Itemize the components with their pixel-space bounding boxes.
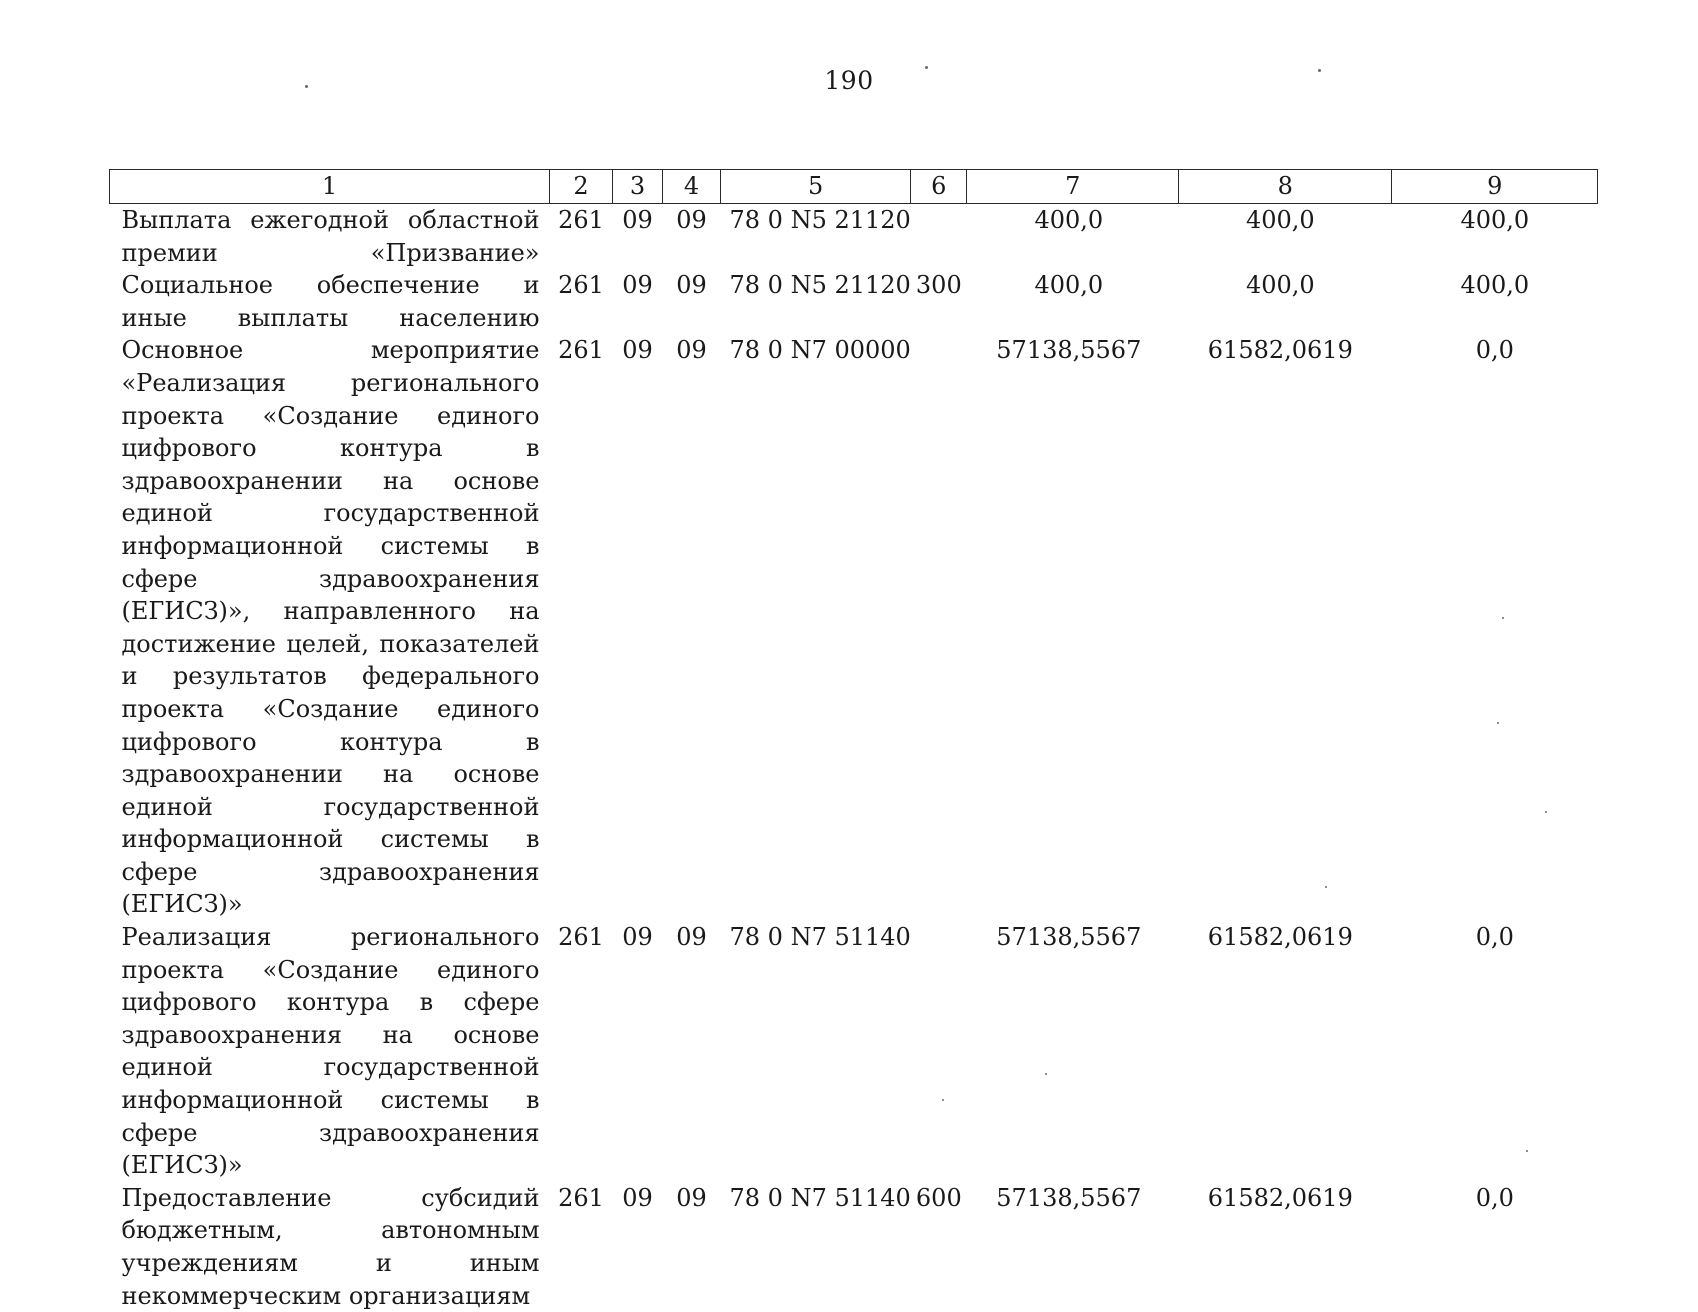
header-col-3: 3 (613, 170, 663, 204)
header-col-8: 8 (1179, 170, 1392, 204)
row-target-article: 78 0 N7 51140 (729, 1183, 911, 1212)
row-subsection-code: 09 (676, 1183, 707, 1212)
row-amount-year-3: 0,0 (1475, 336, 1514, 365)
row-amount-year-2: 400,0 (1245, 271, 1315, 300)
row-expense-type: 300 (915, 271, 962, 300)
row-amount-year-1: 400,0 (1034, 271, 1104, 300)
budget-table (109, 169, 1598, 1312)
row-ministry-code: 261 (558, 1183, 604, 1212)
header-col-4: 4 (663, 170, 721, 204)
page-number: 190 (824, 66, 874, 95)
row-amount-year-1: 57138,5567 (996, 1183, 1142, 1212)
row-amount-year-2: 61582,0619 (1207, 336, 1353, 365)
row-target-article: 78 0 N5 21120 (729, 206, 911, 234)
row-amount-year-3: 400,0 (1460, 271, 1530, 300)
row-amount-year-2: 400,0 (1245, 206, 1315, 234)
row-section-code: 09 (622, 206, 653, 234)
header-col-7: 7 (967, 170, 1179, 204)
row-expense-type: 600 (915, 1183, 962, 1212)
row-name: Выплата ежегодной областной премии «Призвание» (121, 206, 540, 267)
header-col-9: 9 (1392, 170, 1598, 204)
row-amount-year-1: 57138,5567 (996, 923, 1142, 952)
scan-speck (1526, 1150, 1528, 1152)
header-col-1: 1 (110, 170, 550, 204)
row-ministry-code: 261 (558, 336, 604, 365)
row-expense-type (911, 204, 967, 270)
row-ministry-code: 261 (558, 271, 604, 300)
row-name: Основное мероприятие «Реализация регионального проекта «Создание единого цифрового контура в здравоохранении на основе единой государственной информационной системы в сфере здравоохранения (ЕГИСЗ)», направленного на достижение целей, показателей и результатов федерального проекта «Создание единого цифрового контура в здравоохранении на основе единой государственной информационной системы в сфере здравоохранения (ЕГИСЗ)» (121, 336, 540, 919)
row-subsection-code: 09 (676, 336, 707, 365)
row-name: Предоставление субсидий бюджетным, автономным учреждениям и иным некоммерческим организациям (121, 1183, 540, 1310)
row-amount-year-2: 61582,0619 (1207, 923, 1353, 952)
row-section-code: 09 (622, 923, 653, 952)
scan-speck (1045, 1073, 1047, 1075)
row-ministry-code: 261 (558, 206, 604, 234)
scan-speck (1545, 811, 1547, 813)
table-row (110, 204, 1598, 270)
header-col-5: 5 (721, 170, 911, 204)
row-amount-year-1: 400,0 (1034, 206, 1104, 234)
row-target-article: 78 0 N7 51140 (729, 923, 911, 952)
table-row (110, 334, 1598, 921)
table-row (110, 921, 1598, 1182)
row-expense-type (911, 921, 967, 1182)
row-amount-year-3: 400,0 (1460, 206, 1530, 234)
scan-speck (1325, 886, 1327, 888)
row-section-code: 09 (622, 271, 653, 300)
table-row (110, 1182, 1598, 1312)
row-subsection-code: 09 (676, 271, 707, 300)
row-name: Реализация регионального проекта «Создание единого цифрового контура в сфере здравоохранения на основе единой государственной информационной системы в сфере здравоохранения (ЕГИСЗ)» (121, 923, 540, 1180)
table-row (110, 269, 1598, 334)
row-target-article: 78 0 N5 21120 (729, 271, 911, 300)
row-section-code: 09 (622, 336, 653, 365)
scan-speck (1318, 69, 1321, 72)
row-subsection-code: 09 (676, 923, 707, 952)
row-subsection-code: 09 (676, 206, 707, 234)
row-amount-year-3: 0,0 (1475, 923, 1514, 952)
row-name: Социальное обеспечение и иные выплаты населению (121, 271, 540, 332)
row-amount-year-2: 61582,0619 (1207, 1183, 1353, 1212)
scan-speck (925, 66, 928, 69)
header-col-6: 6 (911, 170, 967, 204)
row-section-code: 09 (622, 1183, 653, 1212)
row-amount-year-1: 57138,5567 (996, 336, 1142, 365)
row-amount-year-3: 0,0 (1475, 1183, 1514, 1212)
scan-speck (305, 85, 308, 88)
header-col-2: 2 (550, 170, 613, 204)
scan-speck (1497, 722, 1499, 724)
scan-speck (942, 1099, 944, 1101)
scan-speck (1502, 617, 1504, 619)
row-ministry-code: 261 (558, 923, 604, 952)
row-expense-type (911, 334, 967, 921)
row-target-article: 78 0 N7 00000 (729, 336, 911, 365)
table-header-row (110, 170, 1598, 204)
